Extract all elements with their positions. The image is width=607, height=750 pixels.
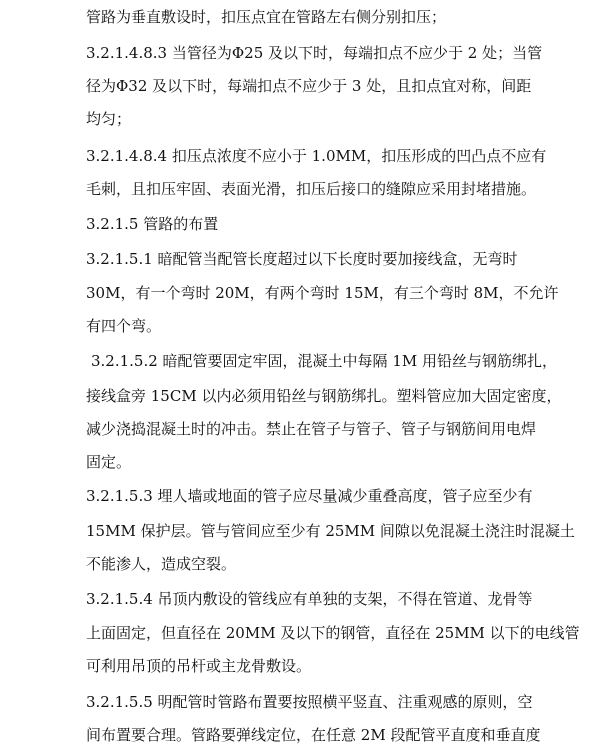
- text-line: 3.2.1.5.5 明配管时管路布置要按照横平竖直、注重观感的原则，空: [86, 693, 533, 711]
- text-line: 间布置要合理。管路要弹线定位，在任意 2M 段配管平直度和垂直度: [86, 726, 541, 744]
- text-line: 3.2.1.4.8.3 当管径为Φ25 及以下时，每端扣点不应少于 2 处；当管: [86, 44, 543, 62]
- text-line: 有四个弯。: [86, 317, 162, 335]
- text-line: 接线盒旁 15CM 以内必须用铅丝与钢筋绑扎。塑料管应加大固定密度，: [86, 387, 562, 405]
- text-line: 30M，有一个弯时 20M，有两个弯时 15M，有三个弯时 8M，不允许: [86, 284, 559, 302]
- text-line: 均匀；: [86, 110, 132, 128]
- text-line: 毛刺，且扣压牢固、表面光滑，扣压后接口的缝隙应采用封堵措施。: [86, 180, 537, 198]
- text-line: 上面固定，但直径在 20MM 及以下的钢管，直径在 25MM 以下的电线管: [86, 624, 580, 642]
- text-line: 管路为垂直敷设时，扣压点宜在管路左右侧分别扣压；: [86, 8, 447, 26]
- text-line: 3.2.1.5.3 埋人墙或地面的管子应尽量减少重叠高度，管子应至少有: [86, 487, 533, 505]
- text-line: 径为Φ32 及以下时，每端扣点不应少于 3 处，且扣点宜对称，间距: [86, 77, 532, 95]
- text-line: 3.2.1.5.2 暗配管要固定牢固，混凝土中每隔 1M 用铅丝与钢筋绑扎，: [91, 352, 557, 370]
- text-line: 3.2.1.5.1 暗配管当配管长度超过以下长度时要加接线盒，无弯时: [86, 250, 518, 268]
- text-line: 不能渗人，造成空裂。: [86, 555, 237, 573]
- text-line: 可利用吊顶的吊杆或主龙骨敷设。: [86, 657, 312, 675]
- text-line: 3.2.1.5.4 吊顶内敷设的管线应有单独的支架，不得在管道、龙骨等: [86, 590, 533, 608]
- text-line: 减少浇捣混凝土时的冲击。禁止在管子与管子、管子与钢筋间用电焊: [86, 420, 537, 438]
- section-heading: 3.2.1.5 管路的布置: [86, 215, 219, 233]
- text-line: 3.2.1.4.8.4 扣压点浓度不应小于 1.0MM，扣压形成的凹凸点不应有: [86, 147, 547, 165]
- text-line: 固定。: [86, 453, 132, 471]
- text-line: 15MM 保护层。管与管间应至少有 25MM 间隙以免混凝土浇注时混凝土: [86, 522, 575, 540]
